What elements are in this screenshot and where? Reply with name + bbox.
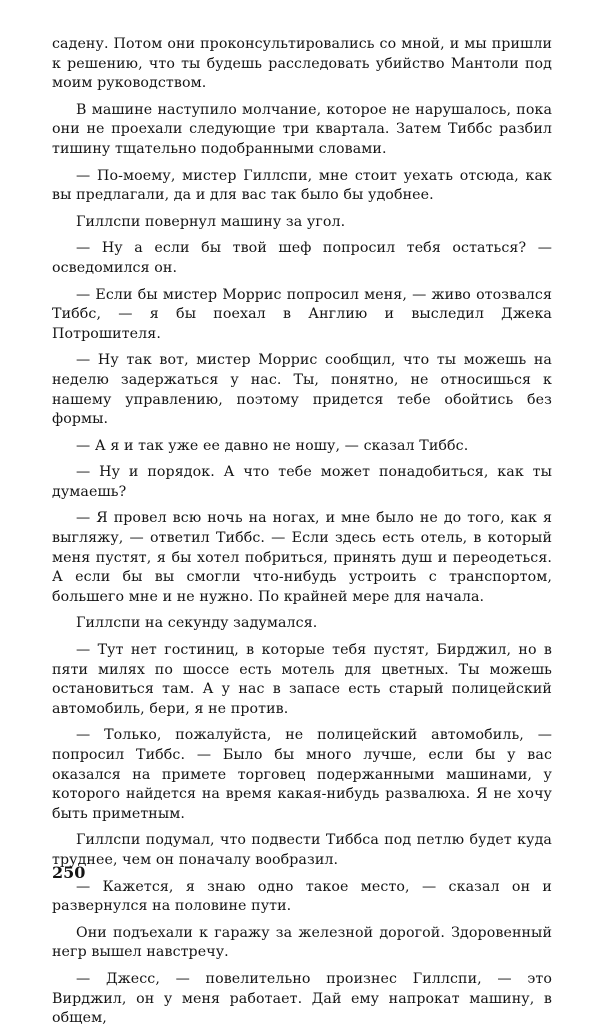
paragraph: — А я и так уже ее давно не ношу, — сказал Тиббс. [76,437,469,454]
paragraph: — Тут нет гостиниц, в которые тебя пустят, Бирджил, но в пяти милях по шоссе есть мотель для цветных. Ты можешь остановиться там. А у нас в запасе есть старый полицейский автомобиль, бери, я не против. [52,642,552,717]
paragraph: — Я провел всю ночь на ногах, и мне было не до того, как я выгляжу, — ответил Тиббс. — Если здесь есть отель, в который меня пустят, я бы хотел побриться, принять душ и переодеться. А если бы вы смогли что-нибудь устроить с транспортом, большего мне и не нужно. По крайней мере для начала. [52,510,552,605]
paragraph: — Если бы мистер Моррис попросил меня, — живо отозвался Тиббс, — я бы поехал в Англию и выследил Джека Потрошителя. [52,286,552,342]
paragraph: — Ну так вот, мистер Моррис сообщил, что ты можешь на неделю задержаться у нас. Ты, понятно, не относишься к нашему управлению, поэтому придется тебе обойтись без формы. [52,352,552,428]
paragraph: Гиллспи подумал, что подвести Тиббса под петлю будет куда труднее, чем он поначалу вообразил. [52,832,552,868]
paragraph: В машине наступило молчание, которое не нарушалось, пока они не проехали следующие три квартала. Затем Тиббс разбил тишину тщательно подобранными словами. [52,101,552,157]
paragraph: Гиллспи на секунду задумался. [76,615,318,632]
paragraph: — Ну и порядок. А что тебе может понадобиться, как ты думаешь? [52,464,552,500]
paragraph: Они подъехали к гаражу за железной дорогой. Здоровенный негр вышел навстречу. [52,924,552,961]
paragraph: — Джесс, — повелительно произнес Гиллспи, — это Вирджил, он у меня работает. Дай ему напрокат машину, в общем, [52,970,552,1027]
paragraph: — Только, пожалуйста, не полицейский автомобиль, — попросил Тиббс. — Было бы много лучше, если бы у вас оказался на примете торговец подержанными машинами, у которого найдется на время какая-нибудь развалюха. Я не хочу быть приметным. [52,727,552,822]
paragraph: садену. Потом они проконсультировались со мной, и мы пришли к решению, что ты будешь расследовать убийство Мантоли под моим руководством. [52,36,552,92]
paragraph: — Кажется, я знаю одно такое место, — сказал он и развернулся на половине пути. [52,878,552,915]
body-text [52,35,552,1029]
paragraph: — Ну а если бы твой шеф попросил тебя остаться? — осведомился он. [52,240,552,276]
book-page [52,35,552,1027]
page-number: 250 [52,863,86,882]
paragraph: — По-моему, мистер Гиллспи, мне стоит уехать отсюда, как вы предлагали, да и для вас так было бы удобнее. [52,167,552,204]
paragraph: Гиллспи повернул машину за угол. [76,213,346,230]
